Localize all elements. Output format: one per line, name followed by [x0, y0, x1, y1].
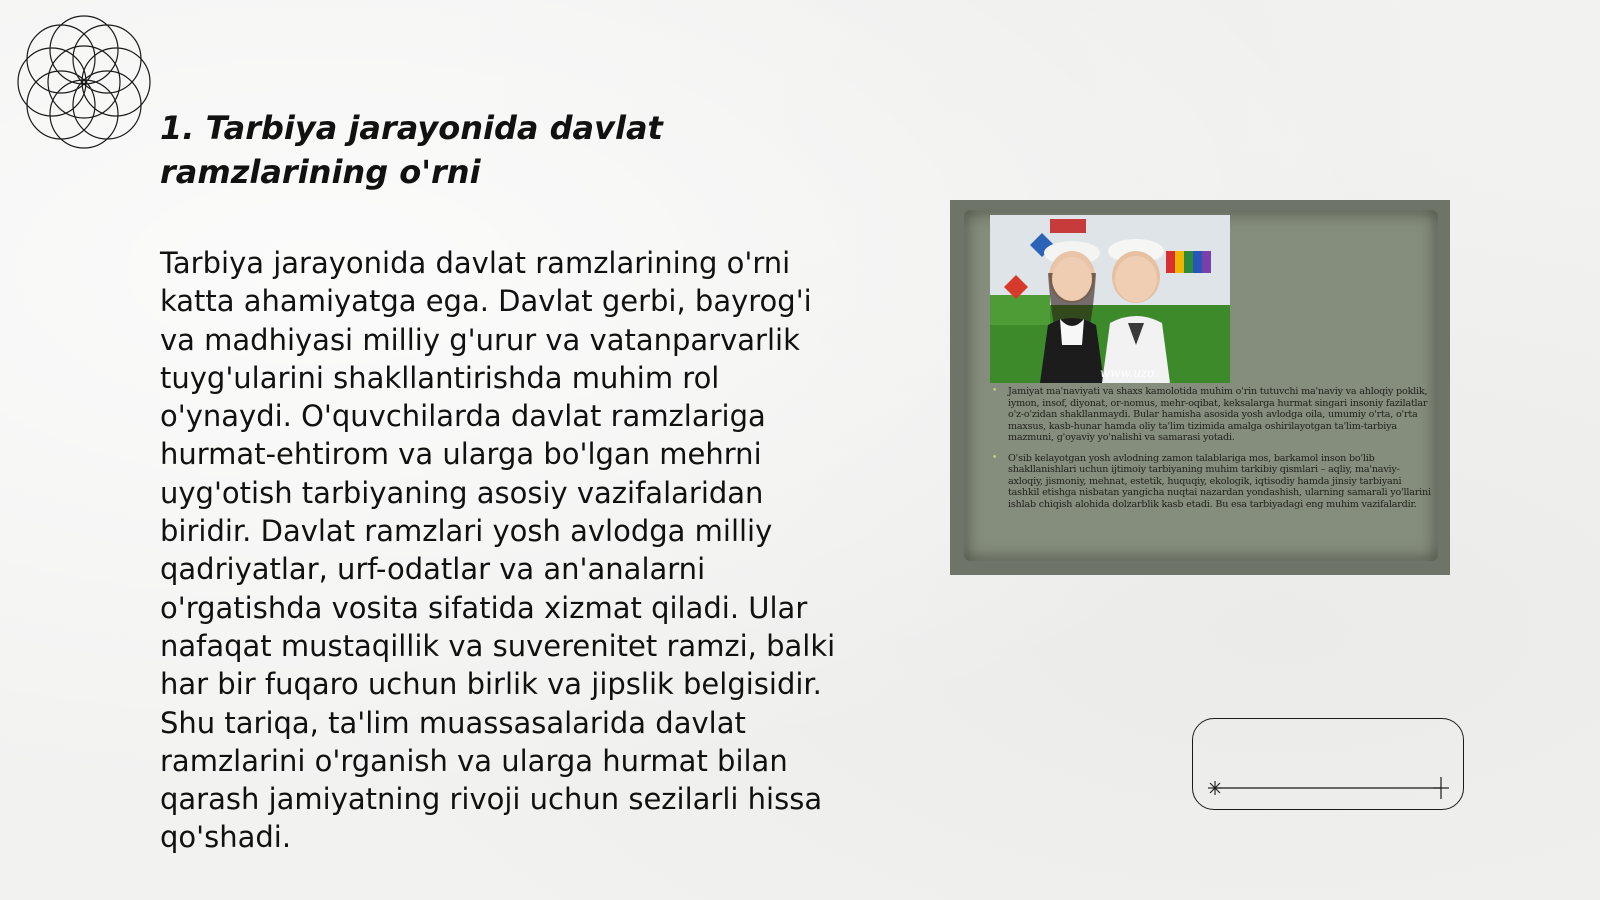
sparkle-icon	[1433, 777, 1449, 799]
slide-title	[160, 106, 720, 194]
bullet-icon: •	[992, 386, 998, 396]
bullet-icon: •	[992, 452, 998, 463]
photo-watermark: www.uzo.	[1100, 366, 1159, 380]
photo-caption	[992, 386, 1433, 519]
photo-panel	[964, 210, 1438, 561]
circle-ornament-icon	[10, 8, 158, 156]
embedded-photo-slide	[950, 200, 1450, 575]
starburst-icon	[1208, 781, 1222, 795]
students-photo	[990, 215, 1230, 383]
slide-title-line-1: 1. Tarbiya jarayonida davlat	[160, 109, 663, 147]
caption-paragraph-2	[992, 452, 1433, 511]
caption-paragraph-1	[992, 386, 1433, 444]
caption-text-1: Jamiyat ma'naviyati va shaxs kamolotida muhim o'rin tutuvchi ma'naviy va ahloqiy poklik, iymon, insof, diyonat, or-nomus, mehr-oqibat, keksalarga hurmat singari insoniy fazilatlar o'z-o'zidan shakllanmaydi. Bular hamisha asosida yosh avlodga oila, umumiy o'rta, o'rta maxsus, kasb-hunar hamda oliy ta'lim tizimida amalga oshirilayotgan ta'lim-tarbiya mazmuni, g'oyaviy yo'nalishi va samarasi yotadi.	[1008, 386, 1428, 443]
slide-body-text: Tarbiya jarayonida davlat ramzlarining o'rni katta ahamiyatga ega. Davlat gerbi, bayrog'i va madhiyasi milliy g'urur va vatanparvarlik tuyg'ularini shakllantirishda muhim rol o'ynaydi. O'quvchilarda davlat ramzlariga hurmat-ehtirom va ularga bo'lgan mehrni uyg'otish tarbiyaning asosiy vazifalaridan biridir. Davlat ramzlari yosh avlodga milliy qadriyatlar, urf-odatlar va an'analarni o'rgatishda vosita sifatida xizmat qiladi. Ular nafaqat mustaqillik va suverenitet ramzi, balki har bir fuqaro uchun birlik va jipslik belgisidir. Shu tariqa, ta'lim muassasalarida davlat ramzlarini o'rganish va ularga hurmat bilan qarash jamiyatning rivoji uchun sezilarli hissa qo'shadi.	[160, 246, 836, 855]
slide-title-line-2: ramzlarining o'rni	[160, 153, 481, 191]
decorative-frame	[1192, 718, 1464, 810]
caption-text-2: O'sib kelayotgan yosh avlodning zamon talablariga mos, barkamol inson bo'lib shakllanishlari uchun ijtimoiy tarbiyaning muhim tarkibiy qismlari – aqliy, ma'naviy-axloqiy, jismoniy, mehnat, estetik, huquqiy, ekologik, iqtisodiy hamda jinsiy tarbiyani tashkil etishga nisbatan yangicha nuqtai nazardan yondashish, ularning samarali yo'llarini ishlab chiqish alohida dolzarblik kasb etadi. Bu esa tarbiyadagi eng muhim vazifalardir.	[1008, 452, 1431, 510]
